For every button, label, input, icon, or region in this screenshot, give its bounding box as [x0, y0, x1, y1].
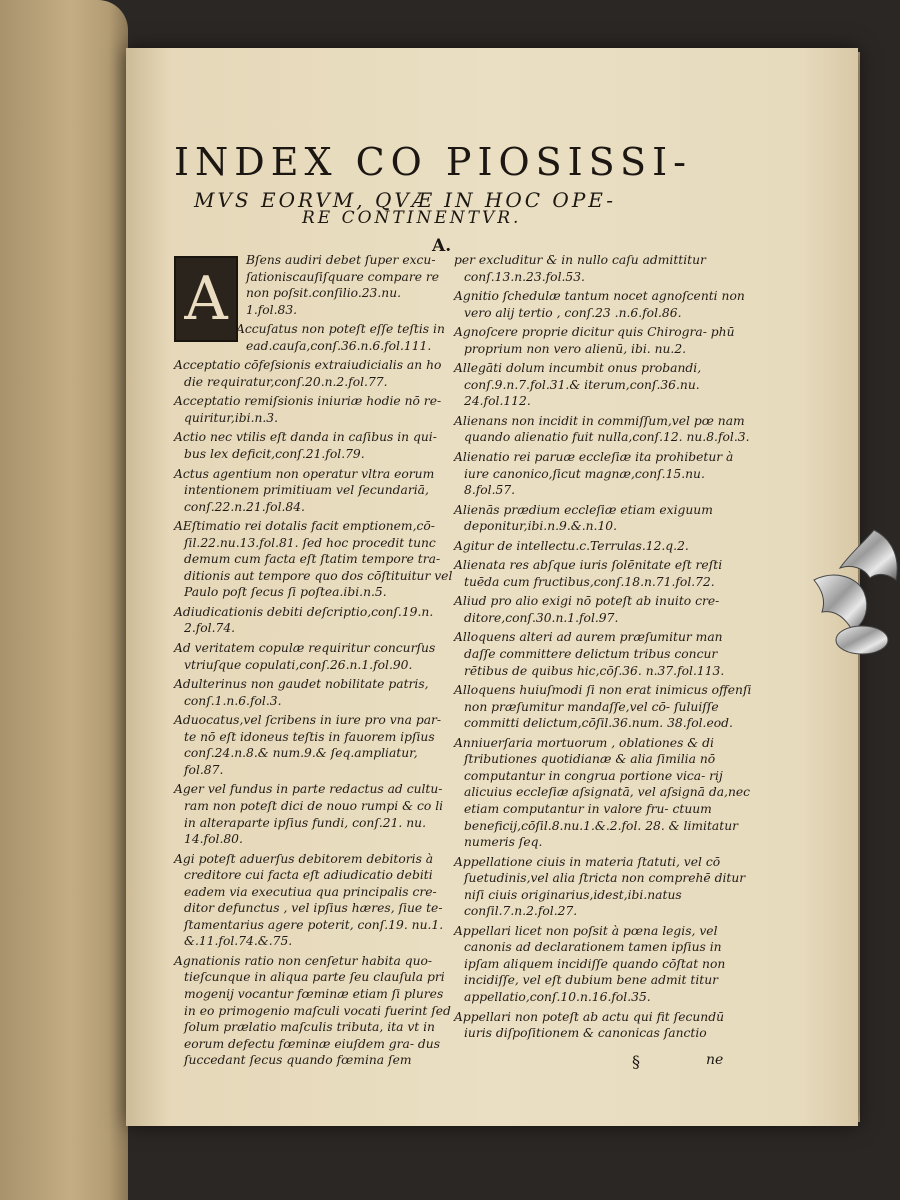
index-entry: Anniuerſaria mortuorum , oblationes & di ſtributiones quotidianæ & alia ſimilia nō computantur in congrua portione vica- rij alicuius eccleſiæ aſsignatā, vel aſsignā da,nec etiam computantur in valore fru- ctuum beneficij,cōſil.8.nu.1.&.2.fol. 28. & limitatur numeris ſeq. [454, 735, 751, 850]
page-subtitle-line1: MVS EORVM, QVÆ IN HOC OPE- [194, 188, 617, 212]
index-entry: Agnitio ſchedulæ tantum nocet agnoſcenti non vero alij tertio , conſ.23 .n.6.fol.86. [454, 289, 745, 320]
index-entry: Ad veritatem copulæ requiritur concurſus vtriuſque copulati,conſ.26.n.1.fol.90. [174, 641, 436, 672]
page-subtitle-line2: RE CONTINENTVR. [302, 208, 522, 228]
index-column-left [174, 252, 454, 1072]
index-entry: per excluditur & in nullo caſu admittitur conſ.13.n.23.fol.53. [454, 253, 706, 284]
index-entry: Acceptatio cōfeſsionis extraiudicialis an ho die requiratur,conſ.20.n.2.fol.77. [174, 358, 442, 389]
index-entry: Aduocatus,vel ſcribens in iure pro vna par- te nō eſt idoneus teſtis in fauorem ipſius conſ.24.n.8.& num.9.& ſeq.ampliatur, fol.87. [174, 713, 442, 777]
page-title: INDEX CO PIOSISSI- [174, 140, 692, 184]
index-entry: Alloquens huiuſmodi ſi non erat inimicus offenſi non præſumitur mandaſſe,vel cō- ſuluiſſe committi delictum,cōſil.36.num. 38.fol.eod. [454, 683, 752, 731]
signature-mark: § [632, 1052, 640, 1071]
index-entry: Agnationis ratio non cenſetur habita quo- tieſcunque in aliqua parte ſeu clauſula pri mogenij vocantur fœminæ etiam ſi plures in eo primogenio maſculi vocati fuerint ſed ſolum prælatio maſculis tributa, ita vt in eorum defectu fœminæ eiuſdem gra- dus ſuccedant ſecus quando fœmina ſem [174, 953, 451, 1068]
index-entry: Alienans non incidit in commiſſum,vel pœ nam quando alienatio fuit nulla,conſ.12. nu.8.fol.3. [454, 413, 750, 445]
index-entry: Allegāti dolum incumbit onus probandi, conſ.9.n.7.fol.31.& iterum,conſ.36.nu. 24.fol.112. [454, 361, 702, 409]
catchword: ne [706, 1052, 724, 1068]
left-facing-page [0, 0, 128, 1200]
index-entry: Aliud pro alio exigi nō poteſt ab inuito cre- ditore,conſ.30.n.1.fol.97. [454, 594, 720, 625]
decorated-initial: A [174, 256, 238, 342]
index-entry: Agnoſcere proprie dicitur quis Chirogra- phū proprium non vero alienū, ibi. nu.2. [454, 325, 735, 356]
index-column-right [454, 252, 754, 1045]
index-entry: Adiudicationis debiti deſcriptio,conſ.19.n. 2.fol.74. [174, 604, 434, 636]
index-entry: Alienatio rei paruæ eccleſiæ ita prohibetur à iure canonico,ſicut magnæ,conſ.15.nu. 8.fol.57. [454, 450, 734, 498]
index-entry: Actus agentium non operatur vltra eorum intentionem primitiuam vel ſecundariā, conſ.22.n.21.fol.84. [174, 466, 435, 514]
index-entry: Appellari non poteſt ab actu qui fit ſecundū iuris diſpoſitionem & canonicas ſanctio [454, 1009, 724, 1041]
index-entry: Appellari licet non poſsit à pœna legis, vel canonis ad declarationem tamen ipſius in ipſam aliquem incidiſſe quando cōſtat non incidiſſe, vel eſt dubium bene admit titur appellatio,conſ.10.n.16.fol.35. [454, 923, 726, 1004]
index-entry: Agitur de intellectu.c.Terrulas.12.q.2. [454, 538, 689, 553]
index-entry: Alienata res abſque iuris ſolēnitate eſt reſti tuēda cum fructibus,conſ.18.n.71.fol.72. [454, 558, 723, 589]
index-entry: Adulterinus non gaudet nobilitate patris, conſ.1.n.6.fol.3. [174, 677, 429, 708]
index-entry: Acceptatio remiſsionis iniuriæ hodie nō re- quiritur,ibi.n.3. [174, 394, 442, 425]
index-entry: Alienās prædium eccleſiæ etiam exiguum deponitur,ibi.n.9.&.n.10. [454, 502, 713, 534]
section-letter: A. [432, 236, 452, 256]
index-entry: Actio nec vtilis eſt danda in caſibus in qui- bus lex deficit,conſ.21.fol.79. [174, 430, 437, 462]
index-entry: A Bſens audiri debet ſuper excu- ſationiscauſiſquare compare re non poſsit.conſilio.23.nu. 1.fol.83. [174, 252, 454, 318]
index-entry: Accuſatus non poteſt eſſe teſtis in ead.cauſa,conſ.36.n.6.fol.111. [236, 322, 445, 353]
index-entry: Ager vel fundus in parte redactus ad cultu- ram non poteſt dici de nouo rumpi & co li in alteraparte ipſius fundi, conſ.21. nu. 14.fol.80. [174, 782, 444, 847]
fleur-de-lis-page-weight [804, 520, 900, 660]
index-entry: Appellatione ciuis in materia ſtatuti, vel cō ſuetudinis,vel alia ſtricta non comprehē ditur niſi ciuis originarius,idest,ibi.natus conſil.7.n.2.fol.27. [454, 854, 746, 919]
index-entry: AEſtimatio rei dotalis facit emptionem,cō- ſil.22.nu.13.fol.81. ſed hoc procedit tunc demum cum facta eſt ſtatim tempore tra- ditionis aut tempore quo dos cōſtituitur vel Paulo poſt ſecus ſi poſtea.ibi.n.5. [174, 519, 453, 600]
book-page [126, 48, 858, 1126]
index-entry: Agi poteſt aduerſus debitorem debitoris à creditore cui facta eſt adiudicatio debiti eadem via executiua qua principalis cre- ditor defunctus , vel ipſius hæres, ſiue te- ſtamentarius agere poterit, conſ.19. nu.1. &.11.fol.74.&.75. [174, 851, 444, 949]
index-entry: Alloquens alteri ad aurem præſumitur man daſſe committere delictum tribus concur rētibus de quibus hic,cōſ.36. n.37.fol.113. [454, 630, 725, 678]
